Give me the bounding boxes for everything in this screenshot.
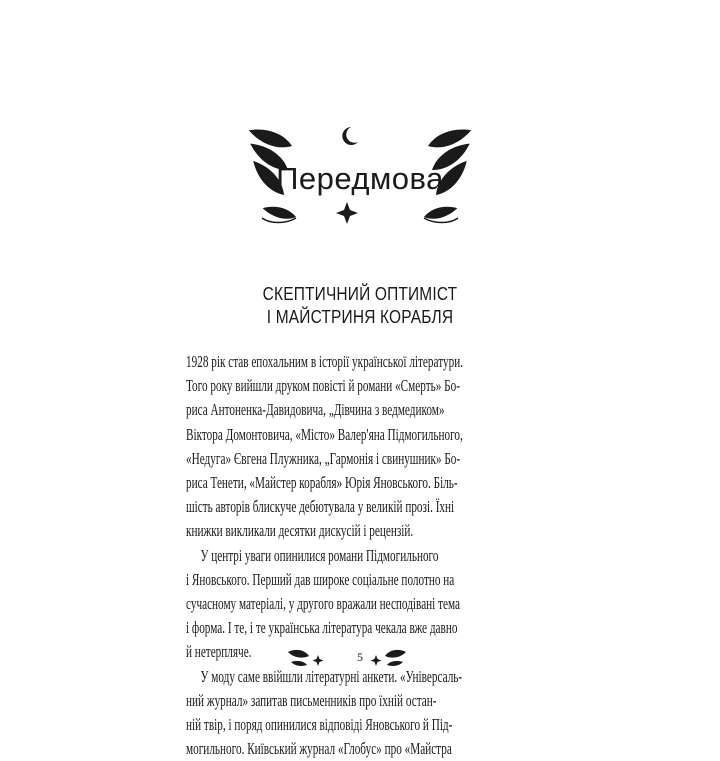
text-line: шість авторів блискуче дебютувала у великій прозі. Їхні	[186, 497, 455, 517]
section-title-line: І МАЙСТРИНЯ КОРАБЛЯ	[266, 307, 454, 327]
text-line: риса Антоненка-Давидовича, „Дівчина з ведмедиком»	[186, 400, 445, 420]
text-line: У центрі уваги опинилися романи Підмогильного	[200, 545, 439, 565]
crescent-moon-icon	[342, 127, 358, 145]
text-line: ний журнал» запитав письменників про їхній остан-	[186, 690, 437, 710]
text-line: риса Тенети, «Майстер корабля» Юрія Яновського. Біль-	[186, 473, 458, 493]
page-number: 5	[357, 650, 363, 664]
text-line: і Яновського. Перший дав широке соціальне полотно на	[186, 569, 455, 589]
chapter-title: Передмова	[276, 161, 444, 196]
text-line: книжки викликали десятки дискусій і рецензій.	[186, 521, 414, 541]
text-line: й нетерпляче.	[186, 642, 252, 662]
section-title	[0, 283, 720, 329]
text-line: 1928 рік став епохальним в історії української літератури.	[186, 352, 464, 371]
text-line: Віктора Домонтовича, «Місто» Валер'яна Підмогильного,	[186, 424, 463, 444]
chapter-ornament	[0, 0, 720, 260]
text-line: Того року вийшли друком повісті й романи «Смерть» Бо-	[186, 376, 460, 396]
text-line: У моду саме ввійшли літературні анкети. «Універсаль-	[200, 666, 463, 686]
text-line: і форма. І те, і те українська література чекала вже давно	[186, 618, 458, 638]
four-point-star-icon	[336, 202, 358, 224]
text-line: сучасному матеріалі, у другого вражали несподівані тема	[186, 594, 460, 614]
leaf-left-icon	[288, 650, 309, 666]
body-text	[186, 350, 536, 761]
star-left-icon	[313, 655, 324, 666]
page-footer	[0, 640, 720, 680]
text-line: могильного. Київський журнал «Глобус» про «Майстра	[186, 739, 452, 759]
text-line: ній твір, і поряд опинилися відповіді Яновського й Під-	[186, 715, 453, 735]
text-line: «Недуга» Євгена Плужника, „Гармонія і свинушник» Бо-	[186, 448, 461, 468]
section-title-line: СКЕПТИЧНИЙ ОПТИМІСТ	[262, 284, 458, 304]
